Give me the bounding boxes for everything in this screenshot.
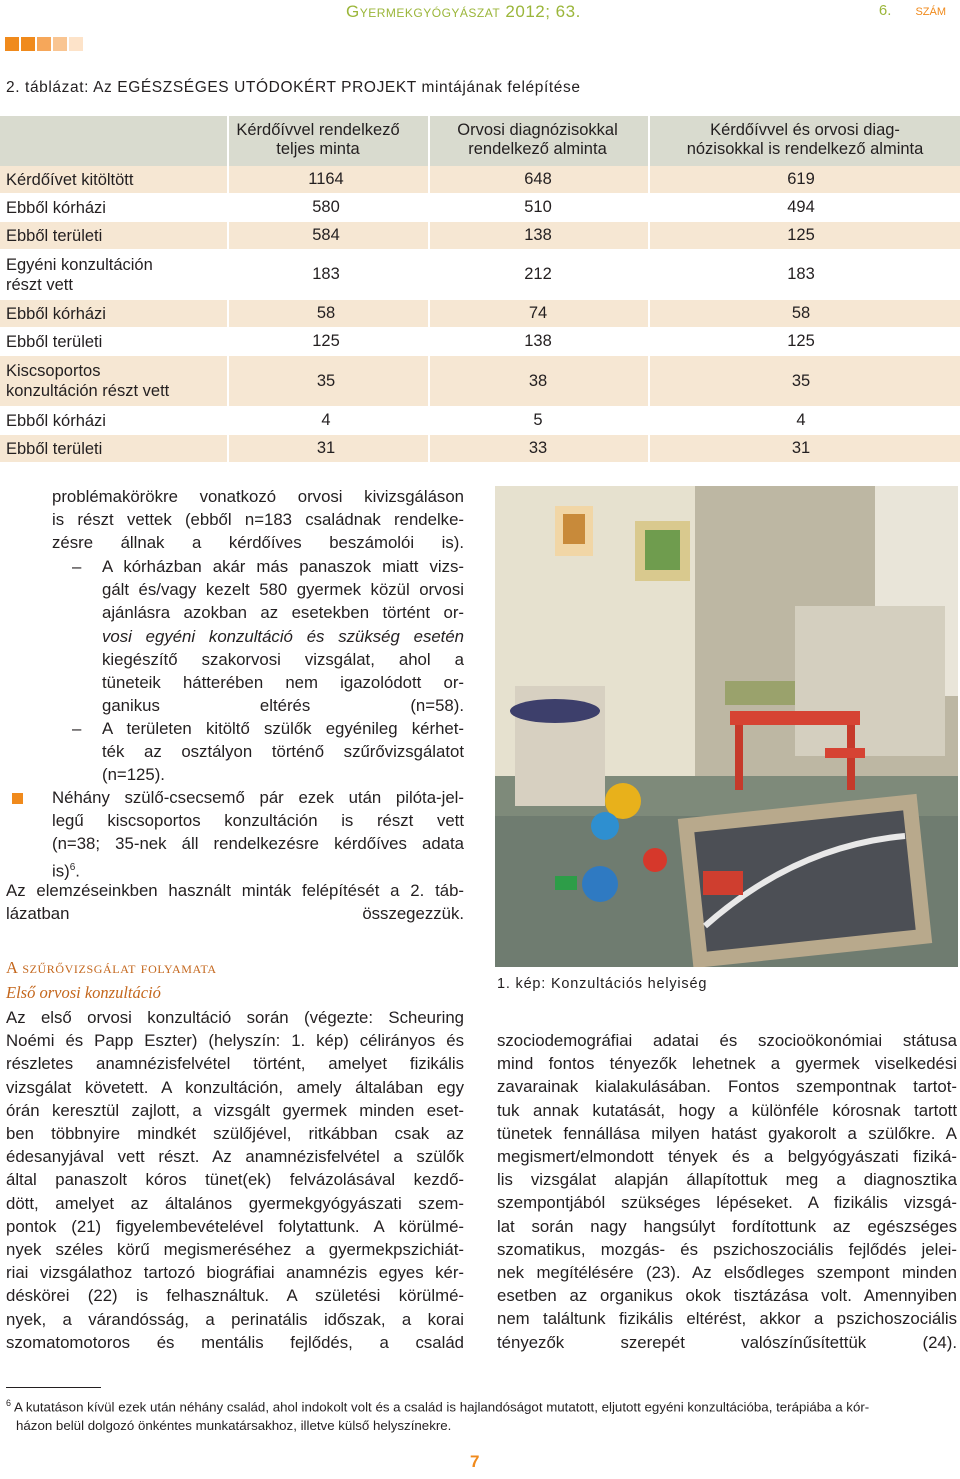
row-label: Kérdőívet kitöltött: [6, 171, 134, 189]
decor-square: [69, 37, 83, 51]
cell-value: 31: [791, 439, 811, 457]
subsection-title: Első orvosi konzultáció: [6, 983, 161, 1002]
decor-square: [5, 37, 19, 51]
decor-square: [53, 37, 67, 51]
footnote-ref: 6: [69, 861, 76, 873]
cell-value: 648: [524, 170, 552, 188]
cell-value: 183: [312, 265, 340, 283]
table-divider: [648, 116, 650, 462]
issue-number: 6.: [878, 2, 892, 19]
row-label: Egyéni konzultáción részt vett: [6, 256, 153, 294]
table-row: [0, 194, 960, 221]
column-header: Kérdőívvel rendelkező teljes minta: [236, 121, 400, 158]
row-label: Ebből kórházi: [6, 305, 106, 323]
intro-text: problémakörökre vonatkozó orvosi kivizsgáláson is részt vettek (ebből n=183 családnak rendelke- zésre állnak a kérdőíves beszámolói is).: [52, 487, 464, 553]
dash-item: A területen kitöltő szülők egyénileg kérhet- ték az osztályon történő szűrővizsgálatot (n=125).: [102, 719, 464, 785]
row-label: Ebből területi: [6, 333, 103, 351]
row-label: Kiscsoportos konzultáción részt vett: [6, 362, 170, 400]
footnote: $^6$ A kutatáson kívül ezek után néhány család, ahol indokolt volt és a család is hajlandóságot mutatott, eljutott egyéni konzultációba, terápiába a kór- házon belül dolgozó önkéntes munkatársakhoz, illetve külső helyszínekre.: [6, 1398, 870, 1434]
dash-item: A kórházban akár más panaszok miatt vizs- gált és/vagy kezelt 580 gyermek közül orvosi ajánlásra azokban az esetekben történt or- vosi egyéni konzultáció és szükség esetén kiegészítő szakorvosi vizsgálat, ahol a tüneteik hátterében nem igazolódott or- ganikus eltérés (n=58).: [102, 557, 464, 716]
table-divider: [227, 116, 229, 462]
row-label: Ebből területi: [6, 440, 103, 458]
cell-value: 183: [787, 265, 815, 283]
cell-value: 212: [524, 265, 552, 283]
cell-value: 125: [312, 332, 340, 350]
decor-square: [21, 37, 35, 51]
table-caption: 2. táblázat: Az EGÉSZSÉGES UTÓDOKÉRT PROJEKT mintájának felépítése: [6, 79, 581, 96]
footnote-rule: [6, 1387, 101, 1388]
dash-bullet: –: [72, 719, 82, 738]
cell-value: 31: [316, 439, 336, 457]
cell-value: 58: [791, 304, 811, 322]
table-row: [0, 250, 960, 299]
issue-label: [879, 2, 946, 19]
journal-title: Gyermekgyógyászat 2012; 63.: [346, 2, 581, 21]
table-row: [0, 300, 960, 327]
issue-word: szám: [915, 2, 946, 19]
cell-value: 125: [787, 226, 815, 244]
cell-value: 33: [528, 439, 548, 457]
cell-value: 494: [787, 198, 815, 216]
cell-value: 74: [528, 304, 548, 322]
row-label: Ebből kórházi: [6, 412, 106, 430]
table-row: [0, 356, 960, 406]
row-label: Ebből kórházi: [6, 199, 106, 217]
bullet-item: Néhány szülő-csecsemő pár ezek után pilóta-jel- legű kiscsoportos konzultáción is részt vett (n=38; 35-nek áll rendelkezésre kérdőíves adata is)$^6$.: [52, 788, 464, 881]
cell-value: 138: [524, 332, 552, 350]
table-row: [0, 328, 960, 355]
cell-value: 58: [316, 304, 336, 322]
cell-value: 584: [312, 226, 340, 244]
footnote-marker: 6: [6, 1398, 12, 1408]
summary-text: Az elemzéseinkben használt minták felépítését a 2. táb- lázatban összegezzük.: [6, 881, 464, 924]
cell-value: 619: [787, 170, 815, 188]
cell-value: 4: [796, 411, 806, 429]
square-bullet: [12, 793, 23, 804]
table-row: [0, 435, 960, 462]
cell-value: 1164: [308, 170, 344, 188]
row-label: Ebből területi: [6, 227, 103, 245]
table-row: [0, 166, 960, 193]
photo-caption: 1. kép: Konzultációs helyiség: [497, 976, 708, 992]
page-number: 7: [470, 1452, 480, 1471]
body-paragraph-right: szociodemográfiai adatai és szocioökonómiai státusa mind fontos tényezők lehetnek a gyermek viselkedési zavarainak kialakulásában. Fontos szempontnak tartot- tuk annak kutatását, hogy a különféle kórosnak tartott tünetek fennállása milyen hatást gyakorolt a szülőkre. A megismert/elmondott tények és a belgyógyászati fiziká- lis vizsgálat alapján állapítottuk meg a diagnosztika szempontjából szükséges lépéseket. A fizikális vizsgá- lat során nagy hangsúlyt fordítottunk az egészséges szomatikus, mozgás- és pszichoszociális fejlődés jelei- nek megítélésére (23). Az elsődleges szempont minden esetben az organikus okok tisztázása volt. Amennyiben nem találtunk fizikális eltérést, akkor a pszichoszociális tényezők szerepét valószínűsítettük (24).: [497, 1031, 957, 1352]
dash-bullet: –: [72, 557, 82, 576]
table-row: [0, 222, 960, 249]
cell-value: 35: [316, 372, 336, 390]
cell-value: 138: [524, 226, 552, 244]
cell-value: 580: [312, 198, 340, 216]
cell-value: 125: [787, 332, 815, 350]
column-header: Orvosi diagnózisokkal rendelkező alminta: [457, 121, 618, 158]
cell-value: 4: [321, 411, 331, 429]
column-header: Kérdőívvel és orvosi diag- nózisokkal is rendelkező alminta: [686, 121, 924, 158]
consultation-room-photo: [495, 486, 958, 967]
table-divider: [428, 116, 430, 462]
decor-square: [37, 37, 51, 51]
table-row: [0, 407, 960, 434]
cell-value: 510: [524, 198, 552, 216]
section-title: A szűrővizsgálat folyamata: [6, 958, 217, 977]
cell-value: 5: [533, 411, 543, 429]
cell-value: 38: [528, 372, 548, 390]
body-paragraph: Az első orvosi konzultáció során (végezte: Scheuring Noémi és Papp Eszter) (helyszín: 1. kép) célirányos és részletes anamnézisfelvétel történt, amelyet fizikális vizsgálat követett. A konzultáción, amely általában egy órán keresztül zajlott, a vizsgált gyermek minden eset- ben többnyire mindkét szülőjével, ritkábban csak az édesanyjával vett részt. Az anamnézisfelvétel a szülők által panaszolt kóros tünet(ek) felvázolásával kezdő- dött, amelyet az általános gyermekgyógyászati szem- pontok (21) figyelembevételével folytattunk. A körülmé- nyek széles körű megismeréséhez a gyermekpszichiát- riai vizsgálathoz tartozó biográfiai anamnézis egyes kér- déskörei (22) is felhasználtuk. A születési körülmé- nyek, a várandósság, a perinatális időszak, a korai szomatomotoros és mentális fejlődés, a család: [6, 1008, 464, 1352]
cell-value: 35: [791, 372, 811, 390]
